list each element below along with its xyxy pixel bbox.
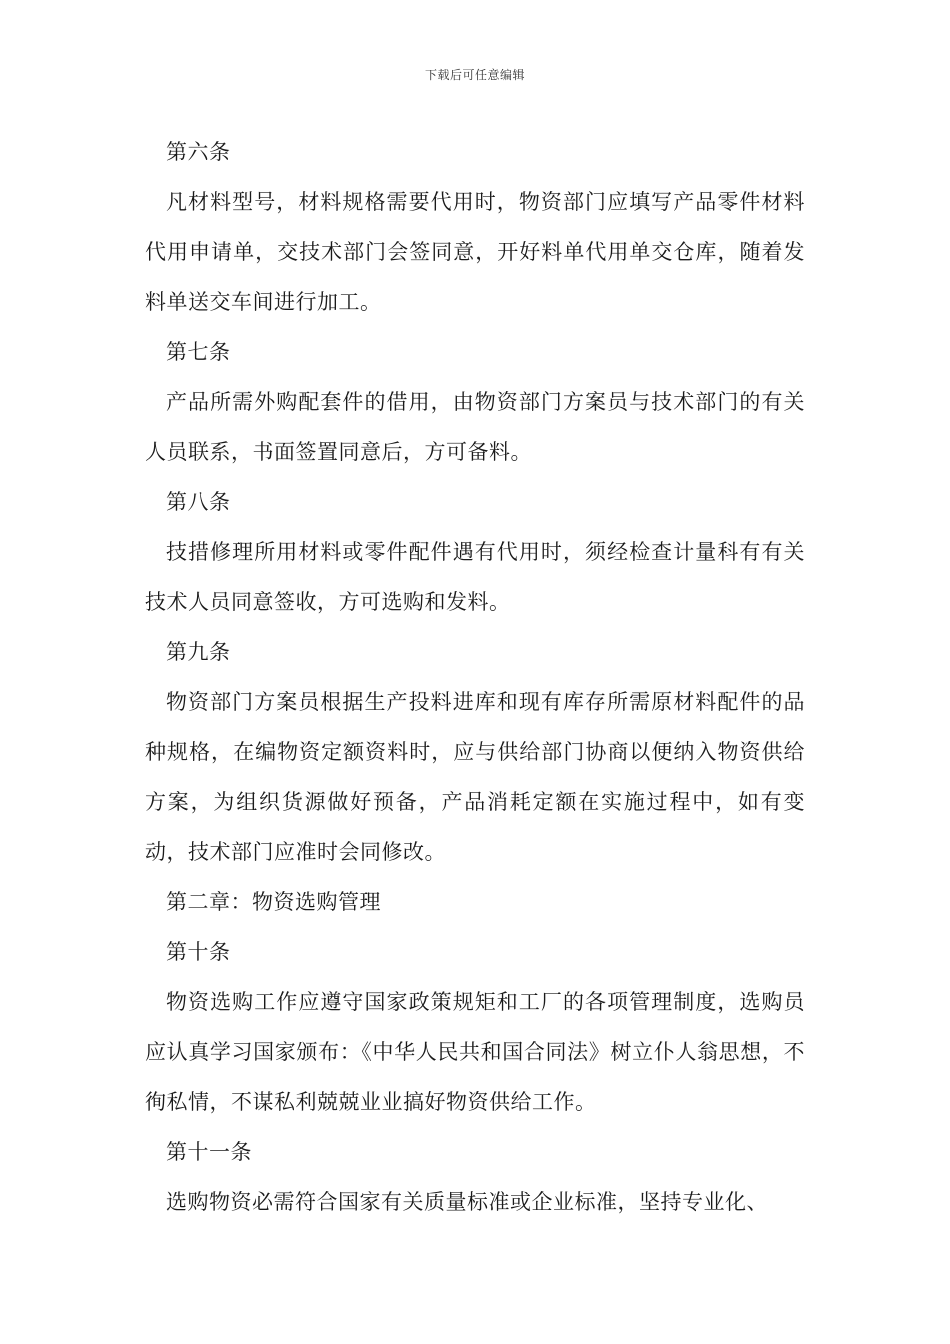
article-heading-8: 第八条	[166, 490, 231, 514]
article-body-9: 物资部门方案员根据生产投料进库和现有库存所需原材料配件的品种规格，在编物资定额资料时，应与供给部门协商以便纳入物资供给方案，为组织货源做好预备，产品消耗定额在实施过程中，如有变动，技术部门应准时会同修改。	[145, 690, 805, 864]
article-heading-9: 第九条	[166, 640, 231, 664]
document-body	[145, 127, 805, 1227]
page-header: 下载后可任意编辑	[424, 68, 525, 82]
article-heading-11: 第十一条	[166, 1140, 252, 1164]
article-body-6: 凡材料型号，材料规格需要代用时，物资部门应填写产品零件材料代用申请单，交技术部门会签同意，开好料单代用单交仓库，随着发料单送交车间进行加工。	[145, 190, 805, 314]
article-heading-7: 第七条	[166, 340, 231, 364]
article-body-8: 技措修理所用材料或零件配件遇有代用时，须经检查计量科有有关技术人员同意签收，方可选购和发料。	[145, 540, 805, 614]
article-heading-10: 第十条	[166, 940, 231, 964]
article-heading-6: 第六条	[166, 140, 231, 164]
article-body-7: 产品所需外购配套件的借用，由物资部门方案员与技术部门的有关人员联系，书面签置同意后，方可备料。	[145, 390, 805, 464]
chapter-heading-2: 第二章：物资选购管理	[166, 890, 381, 914]
article-body-10: 物资选购工作应遵守国家政策规矩和工厂的各项管理制度，选购员应认真学习国家颁布：《中华人民共和国合同法》树立仆人翁思想，不徇私情，不谋私利兢兢业业搞好物资供给工作。	[145, 990, 805, 1114]
article-body-11: 选购物资必需符合国家有关质量标准或企业标准，坚持专业化、	[166, 1190, 768, 1214]
